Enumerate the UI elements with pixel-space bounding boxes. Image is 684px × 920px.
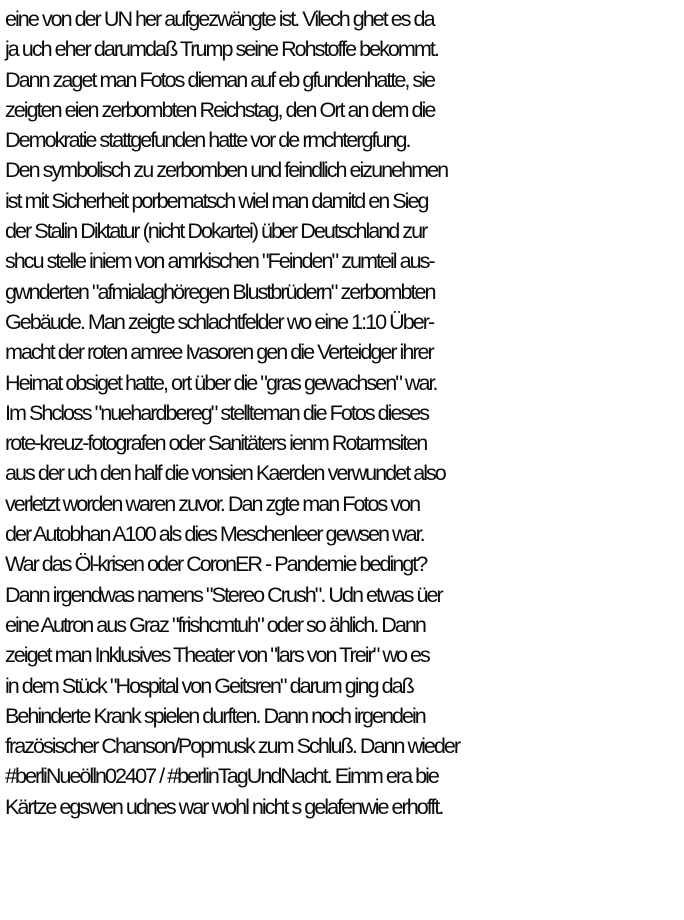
text-line: verletzt worden waren zuvor. Dan zgte man Fotos von: [5, 490, 420, 516]
text-line: macht der roten amree Ivasoren gen die Verteidger ihrer: [5, 339, 433, 365]
text-line: der Autobhan A100 als dies Meschenleer gewsen war.: [5, 521, 424, 547]
text-line: Dann irgendwas namens "Stereo Crush". Udn etwas üer: [5, 581, 442, 607]
text-line: War das Öl-krisen oder CoronER - Pandemie bedingt?: [5, 551, 427, 577]
text-line: zeiget man Inklusives Theater von "lars von Treir" wo es: [5, 642, 429, 668]
text-line: frazösischer Chanson/Popmusk zum Schluß. Dann wieder: [5, 733, 460, 759]
text-line: ja uch eher darumdaß Trump seine Rohstoffe bekommt.: [5, 36, 438, 62]
text-line: Demokratie stattgefunden hatte vor de rmchtergfung.: [5, 127, 410, 153]
text-line: Behinderte Krank spielen durften. Dann noch irgendein: [5, 702, 425, 728]
text-line: rote-kreuz-fotografen oder Sanitäters ienm Rotarmsiten: [5, 430, 427, 456]
text-line: Gebäude. Man zeigte schlachtfelder wo eine 1:10 Über-: [5, 308, 434, 334]
text-line: in dem Stück "Hospital von Geitsren" darum ging daß: [5, 672, 413, 698]
text-line: Im Shcloss "nuehardbereg" stellteman die Fotos dieses: [5, 399, 429, 425]
text-line: shcu stelle iniem von amrkischen "Feinden" zumteil aus-: [5, 248, 434, 274]
text-line: Dann zaget man Fotos dieman auf eb gfundenhatte, sie: [5, 66, 435, 92]
text-line: eine von der UN her aufgezwängte ist. Vilech ghet es da: [5, 6, 434, 31]
text-line: der Stalin Diktatur (nicht Dokartei) über Deutschland zur: [5, 218, 427, 244]
text-line: Heimat obsiget hatte, ort über die "gras gewachsen" war.: [5, 369, 437, 395]
text-line: ist mit Sicherheit porbematsch wiel man damitd en Sieg: [5, 187, 428, 213]
text-line: Den symbolisch zu zerbomben und feindlich eizunehmen: [5, 157, 448, 183]
text-line: aus der uch den half die vonsien Kaerden verwundet also: [5, 460, 445, 486]
body-text: [5, 4, 684, 822]
text-line: #berliNueölln02407 / #berlinTagUndNacht. Eimm era bie: [5, 763, 438, 789]
text-line: eine Autron aus Graz "frishcmtuh" oder so ählich. Dann: [5, 611, 425, 637]
text-line: Kärtze egswen udnes war wohl nicht s gelafenwie erhofft.: [5, 793, 443, 819]
text-line: gwnderten "afmialaghöregen Blustbrüdern" zerbombten: [5, 278, 435, 304]
text-line: zeigten eien zerbombten Reichstag, den Ort an dem die: [5, 96, 435, 122]
